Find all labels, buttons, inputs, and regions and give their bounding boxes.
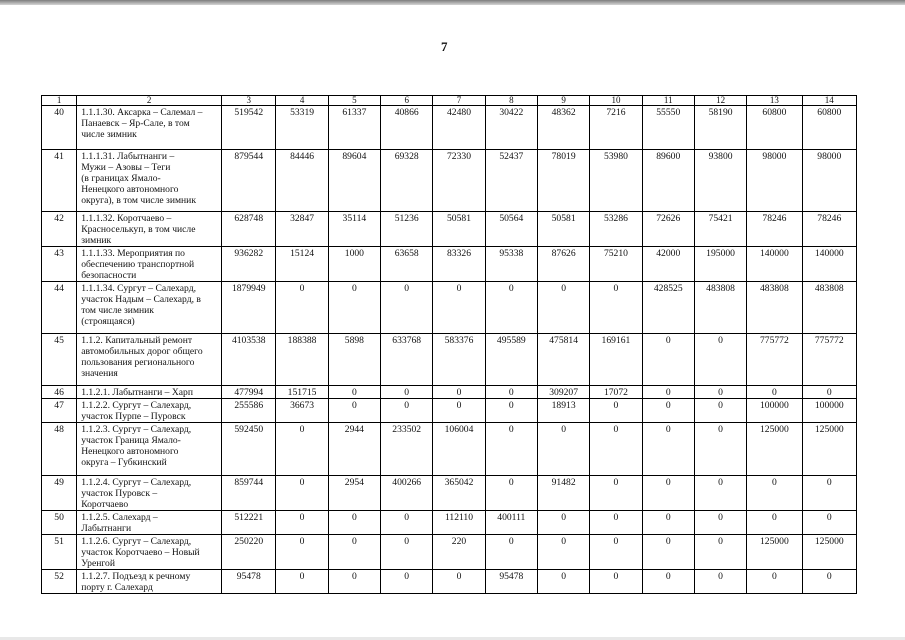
row-value-col-7: 42480 bbox=[433, 106, 485, 150]
table-header-row bbox=[42, 96, 857, 106]
table-row bbox=[42, 386, 857, 399]
row-value-col-9: 309207 bbox=[537, 386, 589, 399]
row-value-col-3: 859744 bbox=[222, 476, 276, 511]
row-value-col-3: 95478 bbox=[222, 570, 276, 594]
row-value-col-14: 78246 bbox=[802, 212, 856, 247]
row-value-col-13: 0 bbox=[747, 511, 802, 535]
row-number: 40 bbox=[42, 106, 77, 150]
row-name: 1.1.1.32. Коротчаево – Красноселькуп, в том числе зимник bbox=[77, 212, 222, 247]
row-value-col-7: 106004 bbox=[433, 423, 485, 476]
table-row bbox=[42, 334, 857, 386]
row-name: 1.1.2.3. Сургут – Салехард, участок Граница Ямало- Ненецкого автономного округа – Губкинский bbox=[77, 423, 222, 476]
row-value-col-11: 0 bbox=[642, 399, 694, 423]
row-value-col-14: 125000 bbox=[802, 423, 856, 476]
column-header-2: 2 bbox=[77, 96, 222, 106]
row-value-col-11: 0 bbox=[642, 423, 694, 476]
row-value-col-9: 0 bbox=[537, 511, 589, 535]
row-value-col-9: 0 bbox=[537, 423, 589, 476]
row-value-col-13: 140000 bbox=[747, 247, 802, 282]
row-value-col-12: 0 bbox=[694, 511, 746, 535]
column-header-12: 12 bbox=[694, 96, 746, 106]
row-value-col-8: 0 bbox=[485, 476, 537, 511]
row-value-col-7: 72330 bbox=[433, 150, 485, 212]
row-value-col-4: 53319 bbox=[276, 106, 328, 150]
row-value-col-10: 0 bbox=[590, 476, 642, 511]
row-value-col-7: 0 bbox=[433, 386, 485, 399]
table-row bbox=[42, 282, 857, 334]
row-value-col-5: 89604 bbox=[328, 150, 380, 212]
row-value-col-5: 35114 bbox=[328, 212, 380, 247]
row-value-col-9: 48362 bbox=[537, 106, 589, 150]
row-value-col-5: 1000 bbox=[328, 247, 380, 282]
table-row bbox=[42, 150, 857, 212]
row-value-col-11: 0 bbox=[642, 535, 694, 570]
column-header-11: 11 bbox=[642, 96, 694, 106]
row-value-col-3: 1879949 bbox=[222, 282, 276, 334]
row-value-col-12: 195000 bbox=[694, 247, 746, 282]
row-value-col-12: 0 bbox=[694, 386, 746, 399]
row-value-col-3: 250220 bbox=[222, 535, 276, 570]
row-value-col-10: 0 bbox=[590, 423, 642, 476]
row-number: 48 bbox=[42, 423, 77, 476]
column-header-1: 1 bbox=[42, 96, 77, 106]
row-name: 1.1.1.31. Лабытнанги – Мужи – Азовы – Теги (в границах Ямало- Ненецкого автономного округа), в том числе зимник bbox=[77, 150, 222, 212]
row-value-col-8: 0 bbox=[485, 282, 537, 334]
row-value-col-12: 0 bbox=[694, 535, 746, 570]
row-value-col-8: 52437 bbox=[485, 150, 537, 212]
row-value-col-11: 72626 bbox=[642, 212, 694, 247]
row-value-col-11: 0 bbox=[642, 511, 694, 535]
row-value-col-14: 125000 bbox=[802, 535, 856, 570]
row-value-col-10: 17072 bbox=[590, 386, 642, 399]
row-value-col-10: 0 bbox=[590, 535, 642, 570]
row-value-col-13: 60800 bbox=[747, 106, 802, 150]
row-value-col-11: 0 bbox=[642, 334, 694, 386]
row-value-col-8: 95338 bbox=[485, 247, 537, 282]
column-header-14: 14 bbox=[802, 96, 856, 106]
row-value-col-3: 255586 bbox=[222, 399, 276, 423]
row-value-col-8: 400111 bbox=[485, 511, 537, 535]
row-value-col-7: 0 bbox=[433, 282, 485, 334]
row-value-col-6: 69328 bbox=[381, 150, 433, 212]
row-name: 1.1.2.7. Подъезд к речному порту г. Салехард bbox=[77, 570, 222, 594]
row-value-col-6: 233502 bbox=[381, 423, 433, 476]
row-value-col-9: 475814 bbox=[537, 334, 589, 386]
row-value-col-14: 775772 bbox=[802, 334, 856, 386]
table-row bbox=[42, 476, 857, 511]
row-name: 1.1.2.2. Сургут – Салехард, участок Пурпе – Пуровск bbox=[77, 399, 222, 423]
row-value-col-10: 0 bbox=[590, 570, 642, 594]
row-value-col-9: 87626 bbox=[537, 247, 589, 282]
row-value-col-8: 50564 bbox=[485, 212, 537, 247]
row-name: 1.1.1.30. Аксарка – Салемал – Панаевск – Яр-Сале, в том числе зимник bbox=[77, 106, 222, 150]
column-header-5: 5 bbox=[328, 96, 380, 106]
column-header-13: 13 bbox=[747, 96, 802, 106]
table-row bbox=[42, 247, 857, 282]
row-value-col-4: 0 bbox=[276, 476, 328, 511]
row-value-col-9: 0 bbox=[537, 282, 589, 334]
row-value-col-9: 18913 bbox=[537, 399, 589, 423]
row-value-col-6: 0 bbox=[381, 386, 433, 399]
row-value-col-3: 4103538 bbox=[222, 334, 276, 386]
row-value-col-7: 50581 bbox=[433, 212, 485, 247]
row-value-col-11: 0 bbox=[642, 570, 694, 594]
row-value-col-12: 0 bbox=[694, 570, 746, 594]
row-value-col-3: 592450 bbox=[222, 423, 276, 476]
row-value-col-5: 0 bbox=[328, 511, 380, 535]
row-number: 52 bbox=[42, 570, 77, 594]
row-value-col-6: 51236 bbox=[381, 212, 433, 247]
row-value-col-10: 53286 bbox=[590, 212, 642, 247]
row-value-col-11: 0 bbox=[642, 476, 694, 511]
row-number: 42 bbox=[42, 212, 77, 247]
row-value-col-5: 2954 bbox=[328, 476, 380, 511]
row-value-col-10: 0 bbox=[590, 511, 642, 535]
row-value-col-7: 83326 bbox=[433, 247, 485, 282]
row-value-col-6: 0 bbox=[381, 282, 433, 334]
row-value-col-11: 42000 bbox=[642, 247, 694, 282]
row-value-col-4: 15124 bbox=[276, 247, 328, 282]
row-value-col-5: 0 bbox=[328, 570, 380, 594]
row-value-col-6: 400266 bbox=[381, 476, 433, 511]
row-value-col-10: 53980 bbox=[590, 150, 642, 212]
row-value-col-14: 60800 bbox=[802, 106, 856, 150]
row-value-col-6: 0 bbox=[381, 570, 433, 594]
row-value-col-13: 100000 bbox=[747, 399, 802, 423]
row-number: 51 bbox=[42, 535, 77, 570]
row-value-col-9: 50581 bbox=[537, 212, 589, 247]
row-value-col-7: 0 bbox=[433, 570, 485, 594]
row-number: 47 bbox=[42, 399, 77, 423]
row-value-col-9: 78019 bbox=[537, 150, 589, 212]
row-name: 1.1.1.34. Сургут – Салехард, участок Надым – Салехард, в том числе зимник (строящаяся) bbox=[77, 282, 222, 334]
row-value-col-14: 0 bbox=[802, 386, 856, 399]
row-value-col-4: 0 bbox=[276, 535, 328, 570]
row-value-col-4: 84446 bbox=[276, 150, 328, 212]
row-value-col-7: 0 bbox=[433, 399, 485, 423]
row-number: 45 bbox=[42, 334, 77, 386]
row-value-col-7: 112110 bbox=[433, 511, 485, 535]
row-value-col-13: 125000 bbox=[747, 423, 802, 476]
row-number: 46 bbox=[42, 386, 77, 399]
row-value-col-13: 0 bbox=[747, 476, 802, 511]
row-number: 44 bbox=[42, 282, 77, 334]
row-value-col-3: 519542 bbox=[222, 106, 276, 150]
row-value-col-12: 0 bbox=[694, 334, 746, 386]
row-value-col-12: 58190 bbox=[694, 106, 746, 150]
table-row bbox=[42, 106, 857, 150]
row-value-col-6: 63658 bbox=[381, 247, 433, 282]
row-value-col-8: 95478 bbox=[485, 570, 537, 594]
row-value-col-10: 75210 bbox=[590, 247, 642, 282]
row-value-col-5: 2944 bbox=[328, 423, 380, 476]
table-row bbox=[42, 535, 857, 570]
row-value-col-6: 0 bbox=[381, 511, 433, 535]
table-row bbox=[42, 511, 857, 535]
row-value-col-4: 188388 bbox=[276, 334, 328, 386]
row-value-col-8: 30422 bbox=[485, 106, 537, 150]
row-value-col-13: 0 bbox=[747, 570, 802, 594]
row-value-col-7: 365042 bbox=[433, 476, 485, 511]
row-value-col-14: 140000 bbox=[802, 247, 856, 282]
column-header-9: 9 bbox=[537, 96, 589, 106]
row-value-col-9: 0 bbox=[537, 535, 589, 570]
row-value-col-8: 0 bbox=[485, 399, 537, 423]
row-value-col-11: 428525 bbox=[642, 282, 694, 334]
row-value-col-5: 0 bbox=[328, 386, 380, 399]
row-value-col-5: 0 bbox=[328, 282, 380, 334]
row-value-col-11: 89600 bbox=[642, 150, 694, 212]
column-header-8: 8 bbox=[485, 96, 537, 106]
row-value-col-10: 7216 bbox=[590, 106, 642, 150]
row-value-col-7: 220 bbox=[433, 535, 485, 570]
row-value-col-5: 0 bbox=[328, 399, 380, 423]
row-value-col-12: 93800 bbox=[694, 150, 746, 212]
row-value-col-12: 483808 bbox=[694, 282, 746, 334]
row-name: 1.1.1.33. Мероприятия по обеспечению транспортной безопасности bbox=[77, 247, 222, 282]
row-value-col-12: 0 bbox=[694, 423, 746, 476]
budget-table bbox=[41, 95, 857, 594]
table-row bbox=[42, 423, 857, 476]
row-value-col-4: 32847 bbox=[276, 212, 328, 247]
row-value-col-8: 495589 bbox=[485, 334, 537, 386]
row-value-col-10: 0 bbox=[590, 282, 642, 334]
row-number: 49 bbox=[42, 476, 77, 511]
row-value-col-5: 0 bbox=[328, 535, 380, 570]
row-value-col-11: 55550 bbox=[642, 106, 694, 150]
row-value-col-12: 0 bbox=[694, 476, 746, 511]
row-value-col-4: 0 bbox=[276, 282, 328, 334]
row-name: 1.1.2.1. Лабытнанги – Харп bbox=[77, 386, 222, 399]
row-value-col-4: 0 bbox=[276, 570, 328, 594]
row-value-col-3: 477994 bbox=[222, 386, 276, 399]
row-value-col-4: 151715 bbox=[276, 386, 328, 399]
row-value-col-14: 483808 bbox=[802, 282, 856, 334]
row-value-col-13: 78246 bbox=[747, 212, 802, 247]
row-value-col-4: 0 bbox=[276, 423, 328, 476]
column-header-6: 6 bbox=[381, 96, 433, 106]
row-number: 41 bbox=[42, 150, 77, 212]
column-header-7: 7 bbox=[433, 96, 485, 106]
row-value-col-5: 5898 bbox=[328, 334, 380, 386]
page-number: 7 bbox=[441, 39, 448, 54]
row-value-col-3: 879544 bbox=[222, 150, 276, 212]
row-value-col-3: 628748 bbox=[222, 212, 276, 247]
row-name: 1.1.2.5. Салехард – Лабытнанги bbox=[77, 511, 222, 535]
row-value-col-14: 0 bbox=[802, 570, 856, 594]
row-value-col-9: 91482 bbox=[537, 476, 589, 511]
row-value-col-13: 483808 bbox=[747, 282, 802, 334]
row-value-col-10: 169161 bbox=[590, 334, 642, 386]
row-value-col-13: 775772 bbox=[747, 334, 802, 386]
row-value-col-12: 0 bbox=[694, 399, 746, 423]
row-value-col-8: 0 bbox=[485, 386, 537, 399]
row-name: 1.1.2. Капитальный ремонт автомобильных дорог общего пользования регионального значения bbox=[77, 334, 222, 386]
top-scan-rule bbox=[0, 0, 905, 5]
row-number: 50 bbox=[42, 511, 77, 535]
row-value-col-8: 0 bbox=[485, 423, 537, 476]
row-value-col-14: 98000 bbox=[802, 150, 856, 212]
row-value-col-13: 0 bbox=[747, 386, 802, 399]
row-name: 1.1.2.6. Сургут – Салехард, участок Коротчаево – Новый Уренгой bbox=[77, 535, 222, 570]
row-value-col-13: 98000 bbox=[747, 150, 802, 212]
row-value-col-14: 100000 bbox=[802, 399, 856, 423]
table-body bbox=[42, 106, 857, 594]
row-value-col-4: 0 bbox=[276, 511, 328, 535]
row-value-col-13: 125000 bbox=[747, 535, 802, 570]
row-value-col-14: 0 bbox=[802, 476, 856, 511]
row-value-col-6: 40866 bbox=[381, 106, 433, 150]
table-row bbox=[42, 212, 857, 247]
table-row bbox=[42, 570, 857, 594]
row-value-col-11: 0 bbox=[642, 386, 694, 399]
row-value-col-6: 0 bbox=[381, 399, 433, 423]
row-value-col-7: 583376 bbox=[433, 334, 485, 386]
row-number: 43 bbox=[42, 247, 77, 282]
table-row bbox=[42, 399, 857, 423]
row-value-col-3: 936282 bbox=[222, 247, 276, 282]
row-value-col-6: 633768 bbox=[381, 334, 433, 386]
row-value-col-5: 61337 bbox=[328, 106, 380, 150]
row-value-col-8: 0 bbox=[485, 535, 537, 570]
row-value-col-6: 0 bbox=[381, 535, 433, 570]
column-header-10: 10 bbox=[590, 96, 642, 106]
column-header-3: 3 bbox=[222, 96, 276, 106]
row-name: 1.1.2.4. Сургут – Салехард, участок Пуровск – Коротчаево bbox=[77, 476, 222, 511]
row-value-col-10: 0 bbox=[590, 399, 642, 423]
row-value-col-4: 36673 bbox=[276, 399, 328, 423]
row-value-col-3: 512221 bbox=[222, 511, 276, 535]
row-value-col-9: 0 bbox=[537, 570, 589, 594]
row-value-col-12: 75421 bbox=[694, 212, 746, 247]
row-value-col-14: 0 bbox=[802, 511, 856, 535]
column-header-4: 4 bbox=[276, 96, 328, 106]
